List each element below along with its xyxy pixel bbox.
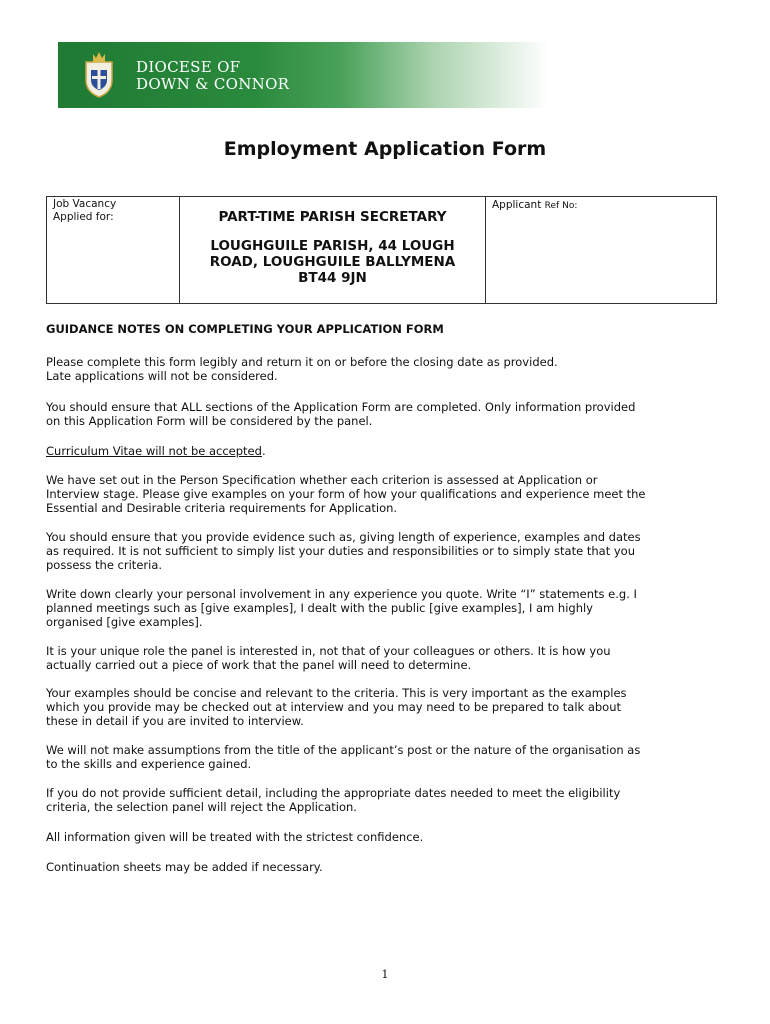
vacancy-label-cell	[47, 197, 180, 304]
applicant-ref-label	[486, 197, 716, 211]
guidance-paragraph-12	[46, 860, 726, 874]
guidance-paragraph-2	[46, 400, 726, 428]
guidance-paragraph-7	[46, 644, 726, 672]
page-number: 1	[381, 968, 389, 981]
text-line: You should ensure that ALL sections of the Application Form are completed. Only information provided	[46, 400, 636, 414]
org-name-line2: DOWN & CONNOR	[136, 75, 290, 93]
form-title: Employment Application Form	[223, 138, 547, 160]
guidance-paragraph-8	[46, 686, 726, 728]
applicant-label: Applicant	[492, 199, 542, 211]
org-name-line1: DIOCESE OF	[136, 58, 241, 76]
text-line: Write down clearly your personal involvement in any experience you quote. Write “I” statements e.g. I	[46, 587, 637, 601]
text-line: Essential and Desirable criteria requirements for Application.	[46, 501, 398, 515]
vacancy-header-table	[46, 196, 717, 304]
applicant-ref-cell[interactable]	[486, 197, 717, 304]
text-line: criteria, the selection panel will reject the Application.	[46, 800, 357, 814]
text-line: If you do not provide sufficient detail, including the appropriate dates needed to meet the eligibility	[46, 786, 621, 800]
guidance-paragraph-6	[46, 587, 726, 629]
guidance-paragraph-1	[46, 355, 726, 383]
vacancy-label-line2: Applied for:	[53, 211, 114, 223]
cv-not-accepted-note: Curriculum Vitae will not be accepted	[46, 444, 262, 458]
diocese-crest-icon	[82, 50, 116, 98]
text-line: Please complete this form legibly and return it on or before the closing date as provided.	[46, 355, 558, 369]
guidance-paragraph-10	[46, 786, 726, 814]
text-line: to the skills and experience gained.	[46, 757, 252, 771]
cv-note-period: .	[261, 444, 266, 458]
text-line: which you provide may be checked out at interview and you may need to be prepared to talk about	[46, 700, 622, 714]
ref-no-label: Ref No:	[544, 201, 578, 211]
text-line: You should ensure that you provide evidence such as, giving length of experience, examples and dates	[46, 530, 641, 544]
text-line: planned meetings such as [give examples], I dealt with the public [give examples], I am highly	[46, 601, 593, 615]
vacancy-address	[180, 238, 485, 286]
text-line: We will not make assumptions from the title of the applicant’s post or the nature of the organisation as	[46, 743, 641, 757]
guidance-heading: GUIDANCE NOTES ON COMPLETING YOUR APPLICATION FORM	[46, 322, 444, 336]
guidance-paragraph-cv	[46, 444, 726, 458]
vacancy-address-line2: ROAD, LOUGHGUILE BALLYMENA	[209, 254, 456, 270]
vacancy-details-cell	[180, 197, 486, 304]
text-line: organised [give examples].	[46, 615, 203, 629]
text-line: these in detail if you are invited to interview.	[46, 714, 304, 728]
guidance-paragraph-4	[46, 473, 726, 515]
text-line: We have set out in the Person Specification whether each criterion is assessed at Application or	[46, 473, 598, 487]
text-line: Continuation sheets may be added if necessary.	[46, 860, 323, 874]
vacancy-label-line1: Job Vacancy	[53, 198, 117, 210]
text-line: possess the criteria.	[46, 558, 163, 572]
text-line: Your examples should be concise and relevant to the criteria. This is very important as the examples	[46, 686, 627, 700]
text-line: as required. It is not sufficient to simply list your duties and responsibilities or to simply state that you	[46, 544, 635, 558]
diocese-banner	[58, 42, 548, 108]
vacancy-address-line3: BT44 9JN	[298, 270, 367, 286]
vacancy-title: PART-TIME PARISH SECRETARY	[218, 209, 447, 225]
text-line: Interview stage. Please give examples on your form of how your qualifications and experience meet the	[46, 487, 646, 501]
guidance-paragraph-9	[46, 743, 726, 771]
text-line: on this Application Form will be considered by the panel.	[46, 414, 373, 428]
guidance-paragraph-5	[46, 530, 726, 572]
guidance-paragraph-11	[46, 830, 726, 844]
vacancy-address-line1: LOUGHGUILE PARISH, 44 LOUGH	[210, 238, 455, 254]
text-line: Late applications will not be considered.	[46, 369, 278, 383]
text-line: It is your unique role the panel is interested in, not that of your colleagues or others. It is how you	[46, 644, 611, 658]
text-line: actually carried out a piece of work that the panel will need to determine.	[46, 658, 472, 672]
text-line: All information given will be treated with the strictest confidence.	[46, 830, 424, 844]
